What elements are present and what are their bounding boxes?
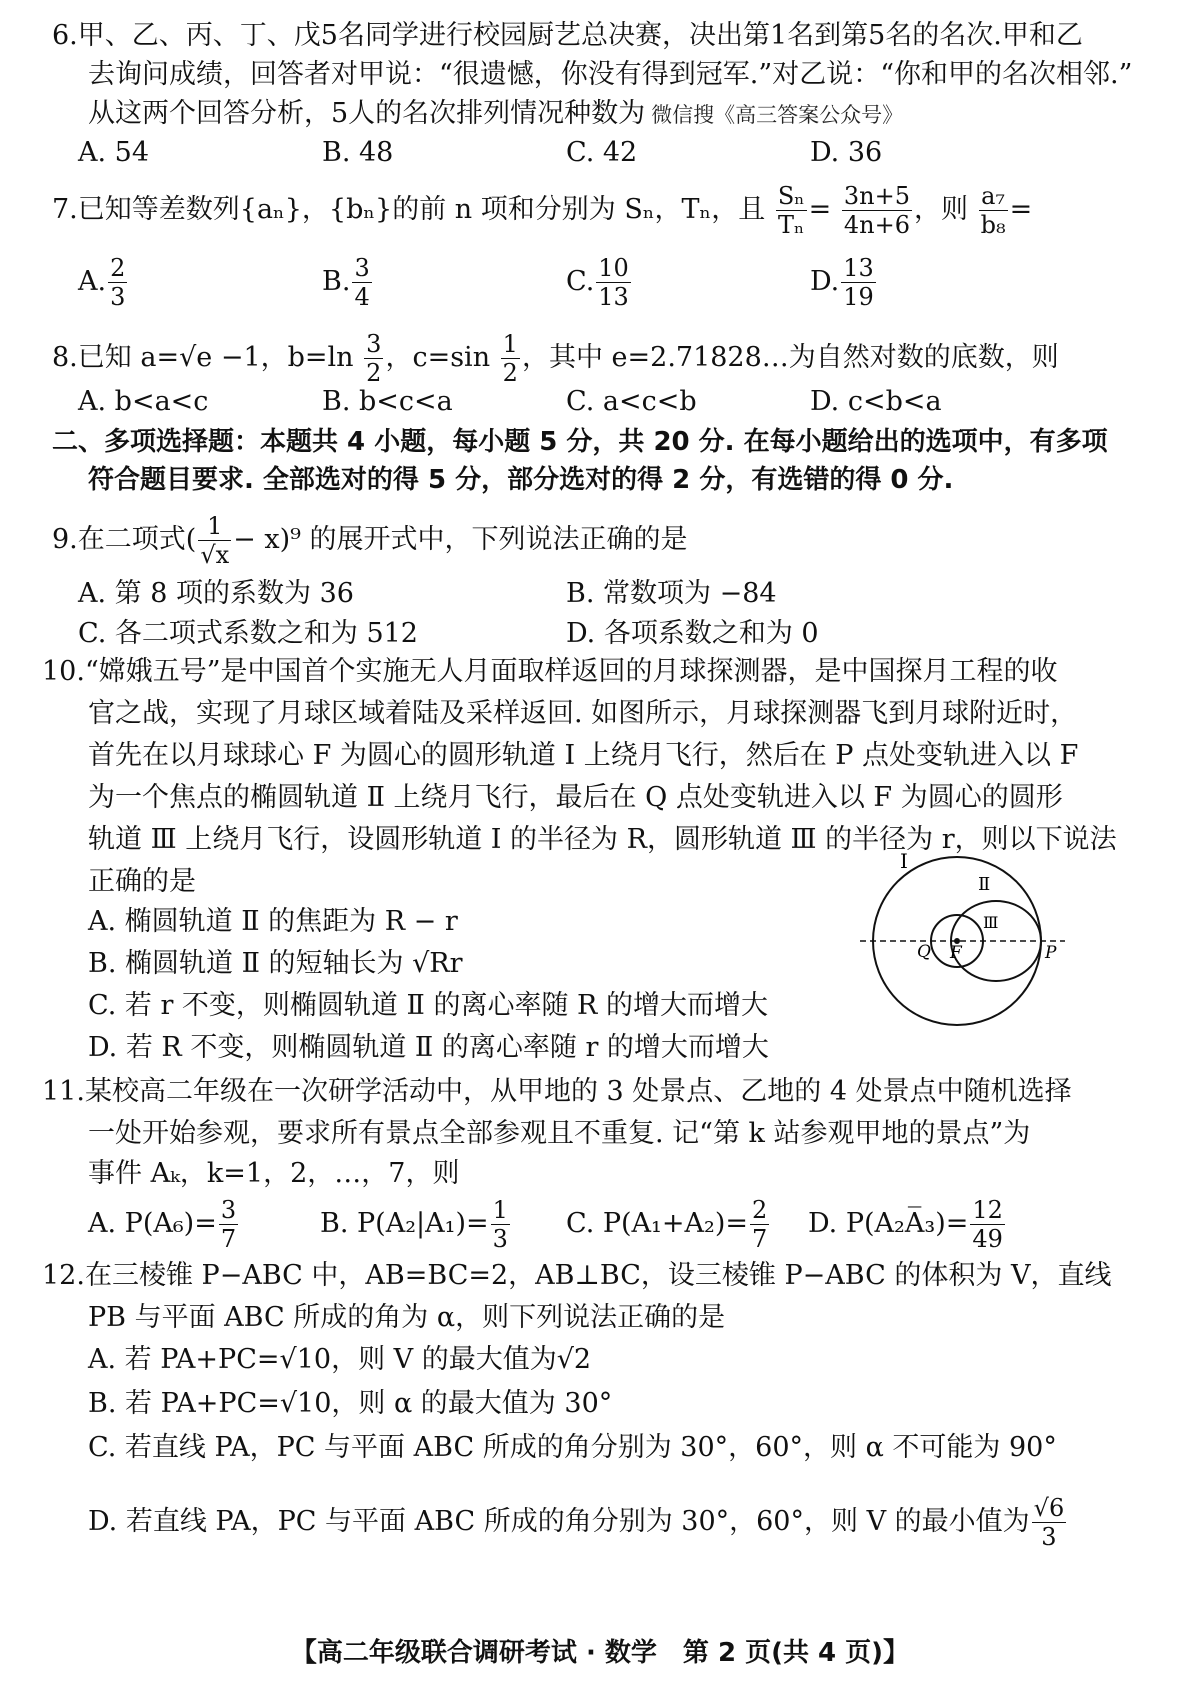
q7-option-d: D. $\frac{13}{19}$ bbox=[810, 254, 874, 311]
q12-option-d: D. 若直线 PA，PC 与平面 ABC 所成的角分别为 30°，60°，则 V 的最小值为 $\frac{√6}{3}$ bbox=[88, 1494, 1065, 1551]
q10-option-b: B. 椭圆轨道 Ⅱ 的短轴长为 √Rr bbox=[88, 948, 463, 979]
q11-option-a: A. P(A₆)= $\frac{3}{7}$ bbox=[88, 1196, 237, 1253]
q8-option-d: D. c<b<a bbox=[810, 386, 942, 417]
q7-option-b: B. $\frac{3}{4}$ bbox=[322, 254, 370, 311]
label-P: P bbox=[1045, 943, 1057, 963]
q7-stem: 7.已知等差数列{aₙ}，{bₙ}的前 n 项和分别为 Sₙ，Tₙ，且 $\frac{\text{Sₙ}}{\text{Tₙ}}$ = $\frac{3n+5}{4n+6}$ ，则 $\frac{\text{a₇}}{\text{b₈}}$ = bbox=[52, 182, 1033, 239]
q9-option-a: A. 第 8 项的系数为 36 bbox=[78, 578, 354, 609]
q12-option-c: C. 若直线 PA，PC 与平面 ABC 所成的角分别为 30°，60°，则 α 不可能为 90° bbox=[88, 1432, 1057, 1463]
q6-option-b: B. 48 bbox=[322, 137, 394, 168]
q12-line-2: PB 与平面 ABC 所成的角为 α，则下列说法正确的是 bbox=[88, 1302, 726, 1333]
q10-option-d: D. 若 R 不变，则椭圆轨道 Ⅱ 的离心率随 r 的增大而增大 bbox=[88, 1032, 769, 1063]
q8-option-a: A. b<a<c bbox=[78, 386, 209, 417]
q12-option-b: B. 若 PA+PC=√10，则 α 的最大值为 30° bbox=[88, 1388, 613, 1419]
q8-option-c: C. a<c<b bbox=[566, 386, 697, 417]
q11-option-d: D. P(A₂A̅₃)= $\frac{12}{49}$ bbox=[808, 1196, 1003, 1253]
q10-line-1: 10.“嫦娥五号”是中国首个实施无人月面取样返回的月球探测器，是中国探月工程的收 bbox=[42, 656, 1058, 687]
q6-option-a: A. 54 bbox=[78, 137, 150, 168]
q10-line-5: 轨道 Ⅲ 上绕月飞行，设圆形轨道 Ⅰ 的半径为 R，圆形轨道 Ⅲ 的半径为 r，则以下说法 bbox=[88, 824, 1117, 855]
q8-stem: 8.已知 a=√e −1，b=ln $\frac{3}{2}$ ，c=sin $\frac{1}{2}$ ，其中 e=2.71828…为自然对数的底数，则 bbox=[52, 330, 1059, 387]
q9-stem: 9.在二项式( $\frac{1}{√x}$ − x)⁹ 的展开式中，下列说法正确的是 bbox=[52, 512, 688, 569]
label-F: F bbox=[950, 943, 962, 963]
q6-option-c: C. 42 bbox=[566, 137, 638, 168]
q9-option-b: B. 常数项为 −84 bbox=[566, 578, 777, 609]
q7-option-a: A. $\frac{2}{3}$ bbox=[78, 254, 126, 311]
q10-line-4: 为一个焦点的椭圆轨道 Ⅱ 上绕月飞行，最后在 Q 点处变轨进入以 F 为圆心的圆形 bbox=[88, 782, 1063, 813]
q8-option-b: B. b<c<a bbox=[322, 386, 453, 417]
q10-line-6: 正确的是 bbox=[88, 866, 196, 897]
q11-option-c: C. P(A₁+A₂)= $\frac{2}{7}$ bbox=[566, 1196, 768, 1253]
page-footer: 【高二年级联合调研考试 · 数学 第 2 页(共 4 页)】 bbox=[290, 1638, 910, 1668]
section-2-header-line-2: 符合题目要求. 全部选对的得 5 分，部分选对的得 2 分，有选错的得 0 分. bbox=[88, 465, 954, 495]
label-Q: Q bbox=[917, 942, 931, 962]
q10-line-3: 首先在以月球球心 F 为圆心的圆形轨道 Ⅰ 上绕月飞行，然后在 P 点处变轨进入以 F bbox=[88, 740, 1079, 771]
q9-option-d: D. 各项系数之和为 0 bbox=[566, 618, 819, 649]
q11-option-b: B. P(A₂|A₁)= $\frac{1}{3}$ bbox=[320, 1196, 508, 1253]
q9-option-c: C. 各二项式系数之和为 512 bbox=[78, 618, 418, 649]
q10-line-2: 官之战，实现了月球区域着陆及采样返回. 如图所示，月球探测器飞到月球附近时， bbox=[88, 698, 1078, 729]
q7-fraction-ab: $\frac{\text{a₇}}{\text{b₈}}$ bbox=[980, 182, 1006, 239]
q10-option-c: C. 若 r 不变，则椭圆轨道 Ⅱ 的离心率随 R 的增大而增大 bbox=[88, 990, 768, 1021]
q6-line-2: 去询问成绩，回答者对甲说：“很遗憾，你没有得到冠军.”对乙说：“你和甲的名次相邻.” bbox=[88, 59, 1133, 90]
q7-fraction-st: $\frac{\text{Sₙ}}{\text{Tₙ}}$ bbox=[777, 182, 805, 239]
q12-line-1: 12.在三棱锥 P−ABC 中，AB=BC=2，AB⊥BC，设三棱锥 P−ABC 的体积为 V，直线 bbox=[42, 1260, 1112, 1291]
q7-fraction-ratio: $\frac{3n+5}{4n+6}$ bbox=[843, 182, 910, 239]
orbit-diagram bbox=[860, 852, 1070, 1042]
q6-option-d: D. 36 bbox=[810, 137, 883, 168]
q11-line-2: 一处开始参观，要求所有景点全部参观且不重复. 记“第 k 站参观甲地的景点”为 bbox=[88, 1118, 1031, 1149]
q12-option-a: A. 若 PA+PC=√10，则 V 的最大值为√2 bbox=[88, 1344, 592, 1375]
q11-line-3: 事件 Aₖ，k=1，2，…，7，则 bbox=[88, 1158, 460, 1189]
q10-option-a: A. 椭圆轨道 Ⅱ 的焦距为 R − r bbox=[88, 906, 458, 937]
label-orbit-II: Ⅱ bbox=[978, 874, 991, 895]
q6-line-1: 6.甲、乙、丙、丁、戊5名同学进行校园厨艺总决赛，决出第1名到第5名的名次.甲和乙 bbox=[52, 20, 1083, 51]
watermark-text: 微信搜《高三答案公众号》 bbox=[651, 103, 904, 127]
label-orbit-III: Ⅲ bbox=[983, 913, 999, 932]
label-orbit-I: Ⅰ bbox=[900, 852, 908, 873]
q11-line-1: 11.某校高二年级在一次研学活动中，从甲地的 3 处景点、乙地的 4 处景点中随机选择 bbox=[42, 1076, 1072, 1107]
section-2-header-line-1: 二、多项选择题：本题共 4 小题，每小题 5 分，共 20 分. 在每小题给出的选项中，有多项 bbox=[52, 427, 1108, 457]
q7-option-c: C. $\frac{10}{13}$ bbox=[566, 254, 629, 311]
q6-line-3: 从这两个回答分析，5人的名次排列情况种数为 微信搜《高三答案公众号》 bbox=[88, 98, 904, 129]
